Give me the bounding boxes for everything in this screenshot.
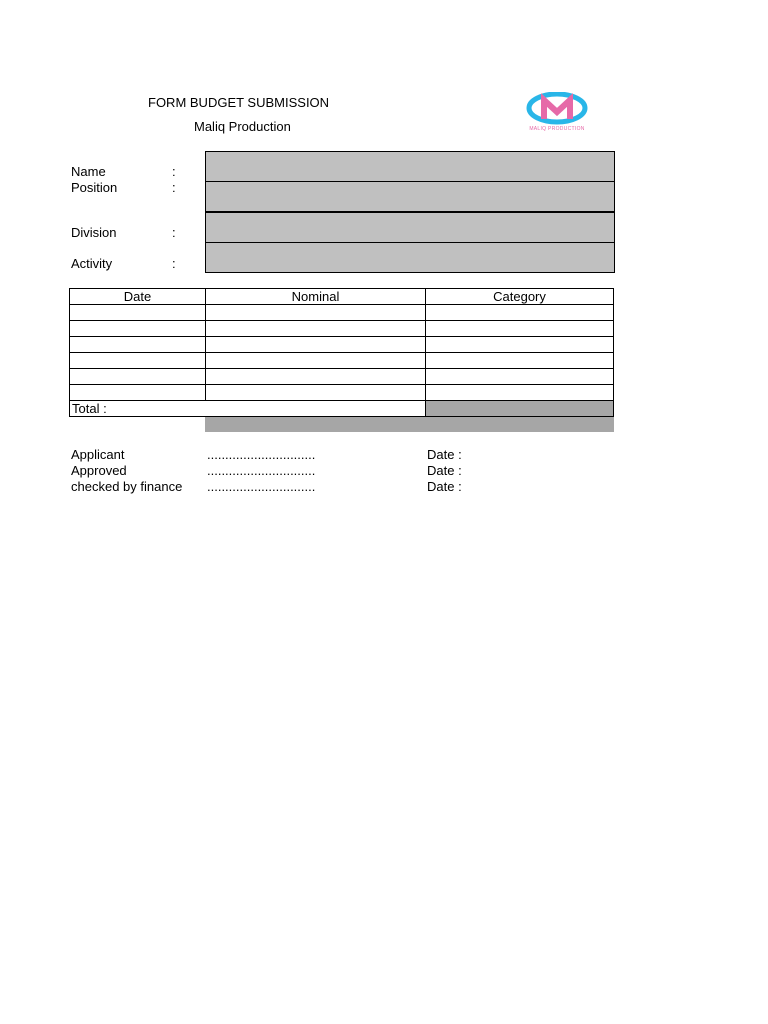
name-colon: : — [172, 164, 176, 179]
finance-label: checked by finance — [71, 479, 183, 494]
table-row — [70, 369, 614, 385]
division-colon: : — [172, 225, 176, 240]
activity-field[interactable] — [205, 242, 615, 273]
table-row — [70, 321, 614, 337]
company-logo — [516, 92, 598, 136]
company-name: Maliq Production — [194, 119, 291, 134]
date-cell[interactable] — [70, 369, 206, 385]
finance-signature-line: .............................. — [207, 479, 316, 494]
form-title: FORM BUDGET SUBMISSION — [148, 95, 330, 110]
approved-date-label: Date : — [427, 463, 462, 478]
name-label: Name — [71, 164, 106, 179]
nominal-cell[interactable] — [206, 337, 426, 353]
table-row — [70, 385, 614, 401]
activity-label: Activity — [71, 256, 113, 271]
total-label: Total : — [70, 401, 426, 417]
finance-date-label: Date : — [427, 479, 462, 494]
activity-colon: : — [172, 256, 176, 271]
category-cell[interactable] — [426, 369, 614, 385]
category-cell[interactable] — [426, 353, 614, 369]
date-cell[interactable] — [70, 337, 206, 353]
total-row — [70, 401, 614, 417]
nominal-cell[interactable] — [206, 369, 426, 385]
date-cell[interactable] — [70, 353, 206, 369]
division-field[interactable] — [205, 212, 615, 243]
logo-text: MALIQ PRODUCTION — [529, 126, 585, 132]
applicant-date-label: Date : — [427, 447, 462, 462]
nominal-cell[interactable] — [206, 385, 426, 401]
nominal-cell[interactable] — [206, 305, 426, 321]
total-value[interactable] — [426, 401, 614, 417]
table-header-row — [70, 289, 614, 305]
division-label: Division — [71, 225, 117, 240]
approved-signature-line: .............................. — [207, 463, 316, 478]
logo-icon — [516, 92, 598, 128]
category-cell[interactable] — [426, 337, 614, 353]
category-cell[interactable] — [426, 385, 614, 401]
name-field[interactable] — [205, 151, 615, 182]
position-label: Position — [71, 180, 118, 195]
position-field[interactable] — [205, 181, 615, 212]
nominal-cell[interactable] — [206, 321, 426, 337]
table-row — [70, 305, 614, 321]
date-cell[interactable] — [70, 305, 206, 321]
table-row — [70, 353, 614, 369]
total-bar — [205, 417, 614, 432]
column-header-date: Date — [70, 289, 206, 305]
category-cell[interactable] — [426, 305, 614, 321]
applicant-signature-line: .............................. — [207, 447, 316, 462]
column-header-category: Category — [426, 289, 614, 305]
column-header-nominal: Nominal — [206, 289, 426, 305]
nominal-cell[interactable] — [206, 353, 426, 369]
date-cell[interactable] — [70, 321, 206, 337]
position-colon: : — [172, 180, 176, 195]
category-cell[interactable] — [426, 321, 614, 337]
approved-label: Approved — [71, 463, 127, 478]
date-cell[interactable] — [70, 385, 206, 401]
budget-table — [69, 288, 614, 417]
table-row — [70, 337, 614, 353]
applicant-label: Applicant — [71, 447, 125, 462]
